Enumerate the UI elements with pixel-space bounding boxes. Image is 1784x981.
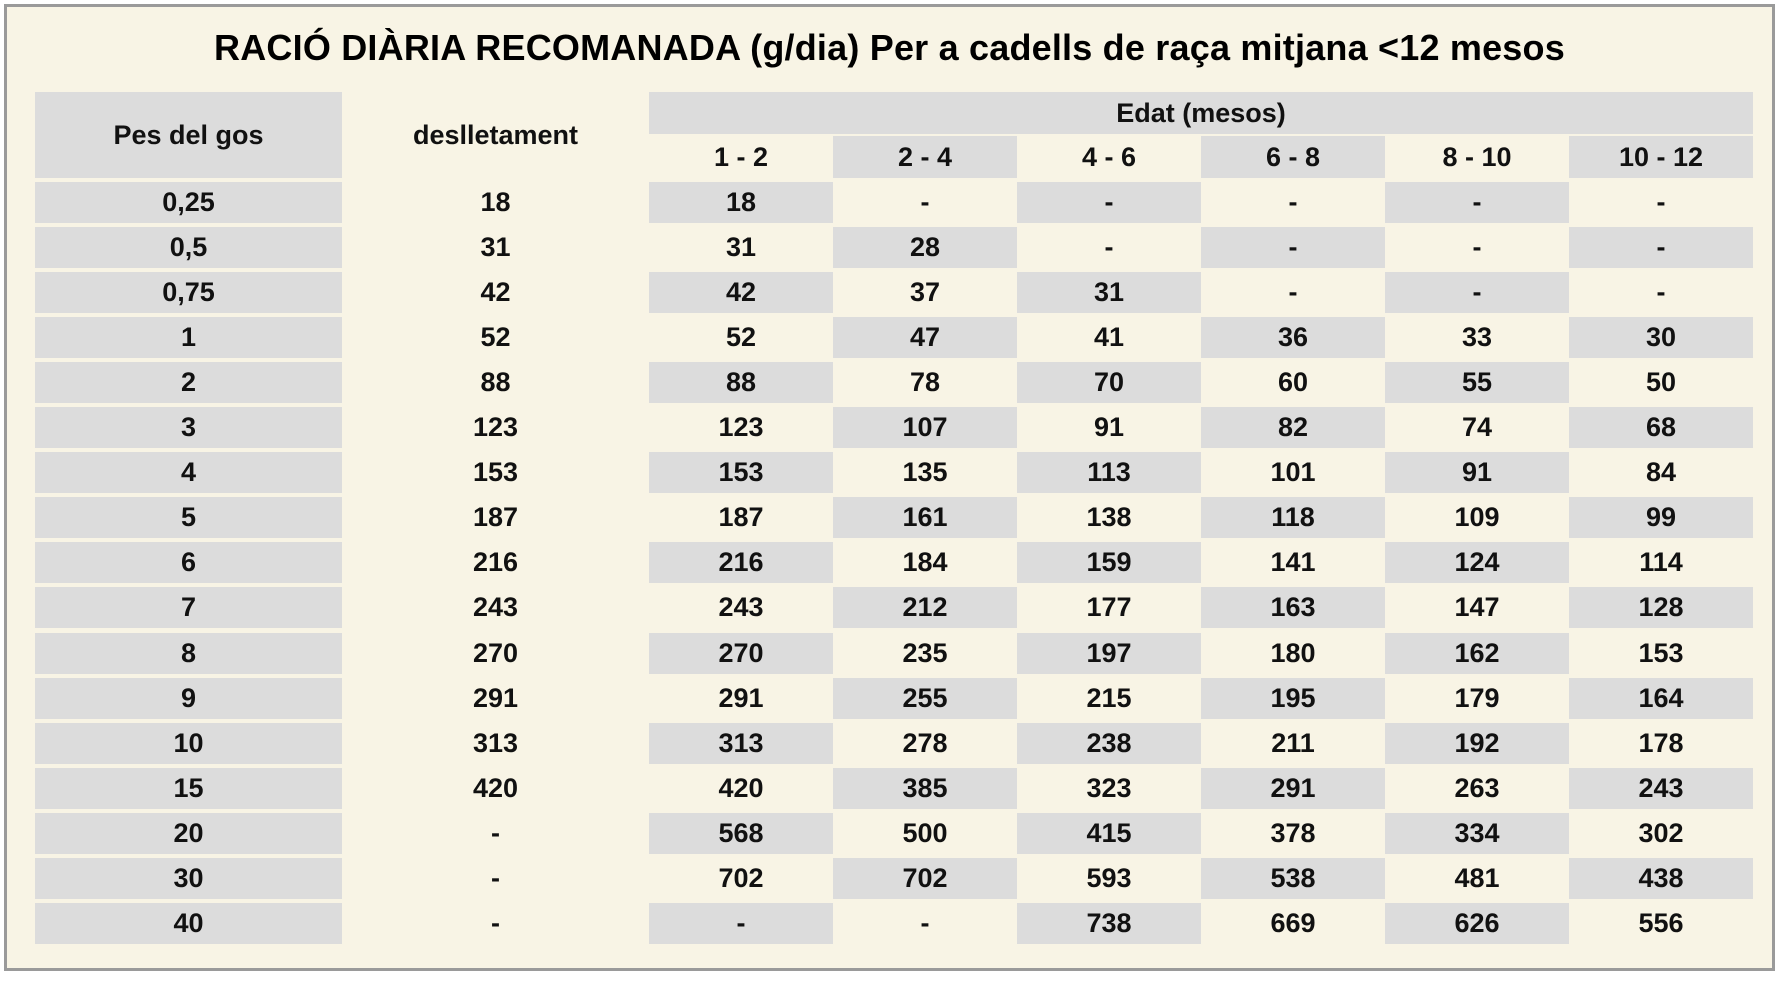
row-weight: 8 (35, 633, 342, 674)
row-age-cell: 235 (902, 638, 948, 668)
row-age-cell: 107 (833, 407, 1017, 448)
row-age-cell: - (920, 908, 930, 938)
row-age-cell: 37 (909, 277, 941, 307)
row-age-cell: 33 (1461, 322, 1493, 352)
row-age-cell: 50 (1645, 367, 1677, 397)
row-age-cell: 702 (718, 863, 764, 893)
row-weaning: 420 (472, 773, 519, 803)
row-age-cell: 593 (1086, 863, 1132, 893)
row-age-cell: - (1472, 232, 1482, 262)
row-age-cell: 135 (902, 457, 948, 487)
row-age-cell: 179 (1454, 683, 1500, 713)
row-age-cell: - (920, 187, 930, 217)
header-age-col: 6 - 8 (1201, 136, 1385, 178)
row-age-cell: 211 (1271, 728, 1315, 758)
header-age-col: 2 - 4 (833, 136, 1017, 178)
row-age-cell: 184 (902, 547, 948, 577)
row-weaning: - (491, 908, 500, 938)
row-age-cell: 334 (1385, 813, 1569, 854)
header-age-group: Edat (mesos) (649, 92, 1753, 134)
row-age-cell: 291 (718, 683, 764, 713)
row-age-cell: 164 (1569, 678, 1753, 719)
row-weight: 2 (35, 362, 342, 403)
row-age-cell: 42 (649, 272, 833, 313)
row-age-cell: 177 (1086, 592, 1132, 622)
row-age-cell: 243 (718, 592, 764, 622)
row-age-cell: 238 (1017, 723, 1201, 764)
row-weaning: - (491, 818, 500, 848)
row-age-cell: 30 (1569, 317, 1753, 358)
row-age-cell: 60 (1277, 367, 1309, 397)
header-age-col: 10 - 12 (1569, 136, 1753, 178)
row-age-cell: 153 (649, 452, 833, 493)
row-age-cell: 500 (902, 818, 948, 848)
row-age-cell: - (1656, 277, 1666, 307)
row-age-cell: 82 (1201, 407, 1385, 448)
row-age-cell: 124 (1385, 542, 1569, 583)
row-age-cell: 128 (1569, 587, 1753, 628)
row-age-cell: 118 (1201, 497, 1385, 538)
row-age-cell: 109 (1454, 502, 1500, 532)
row-weight: 0,25 (35, 182, 342, 223)
row-weight: 7 (35, 587, 342, 628)
row-weight: 5 (35, 497, 342, 538)
row-age-cell: 438 (1569, 858, 1753, 899)
row-weaning: - (491, 863, 500, 893)
row-weight: 3 (35, 407, 342, 448)
row-age-cell: - (1385, 272, 1569, 313)
row-age-cell: - (1385, 182, 1569, 223)
row-age-cell: 263 (1454, 773, 1500, 803)
row-age-cell: - (1569, 227, 1753, 268)
row-age-cell: 28 (833, 227, 1017, 268)
row-weight: 9 (35, 678, 342, 719)
row-weaning: 291 (472, 683, 519, 713)
row-age-cell: 212 (833, 587, 1017, 628)
row-age-cell: 163 (1201, 587, 1385, 628)
row-age-cell: 556 (1638, 908, 1684, 938)
row-weaning: 123 (472, 412, 519, 442)
row-age-cell: 138 (1086, 502, 1132, 532)
row-age-cell: 147 (1454, 592, 1500, 622)
row-age-cell: - (1104, 232, 1114, 262)
row-age-cell: - (1288, 277, 1298, 307)
row-age-cell: 114 (1639, 547, 1683, 577)
row-age-cell: 162 (1385, 633, 1569, 674)
row-weaning: 313 (472, 728, 519, 758)
row-age-cell: 91 (1093, 412, 1125, 442)
row-weight: 30 (35, 858, 342, 899)
row-weaning: 42 (480, 277, 511, 307)
row-weight: 1 (35, 317, 342, 358)
row-weaning: 153 (472, 457, 519, 487)
row-age-cell: - (649, 903, 833, 944)
row-age-cell: 84 (1645, 457, 1677, 487)
row-age-cell: 70 (1017, 362, 1201, 403)
row-weaning: 88 (480, 367, 511, 397)
row-age-cell: 52 (725, 322, 757, 352)
row-age-cell: 178 (1638, 728, 1684, 758)
row-age-cell: 420 (718, 773, 764, 803)
header-age-col: 1 - 2 (713, 141, 769, 172)
row-weaning: 52 (480, 322, 511, 352)
row-weight: 20 (35, 813, 342, 854)
row-age-cell: 568 (649, 813, 833, 854)
row-age-cell: - (1288, 187, 1298, 217)
row-age-cell: 302 (1638, 818, 1684, 848)
row-age-cell: 141 (1270, 547, 1316, 577)
row-weaning: 18 (480, 187, 511, 217)
row-age-cell: - (1201, 227, 1385, 268)
row-age-cell: 99 (1569, 497, 1753, 538)
row-age-cell: - (1656, 187, 1666, 217)
row-age-cell: 385 (833, 768, 1017, 809)
row-age-cell: 55 (1385, 362, 1569, 403)
row-weaning: 187 (472, 502, 519, 532)
row-weight: 6 (35, 542, 342, 583)
row-weaning: 270 (472, 638, 519, 668)
row-age-cell: 243 (1569, 768, 1753, 809)
row-age-cell: 101 (1270, 457, 1316, 487)
row-weight: 4 (35, 452, 342, 493)
row-age-cell: 291 (1201, 768, 1385, 809)
page-title: RACIÓ DIÀRIA RECOMANADA (g/dia) Per a cadells de raça mitjana <12 mesos (214, 27, 1565, 68)
row-age-cell: 159 (1017, 542, 1201, 583)
row-weaning: 216 (472, 547, 519, 577)
row-age-cell: 313 (649, 723, 833, 764)
row-age-cell: 180 (1270, 638, 1316, 668)
row-age-cell: - (1017, 182, 1201, 223)
row-age-cell: 626 (1385, 903, 1569, 944)
row-age-cell: 91 (1385, 452, 1569, 493)
row-age-cell: 538 (1201, 858, 1385, 899)
row-age-cell: 323 (1086, 773, 1132, 803)
row-age-cell: 18 (649, 182, 833, 223)
row-age-cell: 36 (1201, 317, 1385, 358)
row-age-cell: 197 (1017, 633, 1201, 674)
row-age-cell: 113 (1017, 452, 1201, 493)
row-age-cell: 31 (1017, 272, 1201, 313)
header-age-col: 4 - 6 (1081, 141, 1137, 172)
row-age-cell: 278 (902, 728, 948, 758)
row-weight: 15 (35, 768, 342, 809)
header-age-col: 8 - 10 (1442, 141, 1512, 172)
row-age-cell: 31 (725, 232, 757, 262)
row-age-cell: 74 (1461, 412, 1493, 442)
row-age-cell: 78 (909, 367, 941, 397)
row-age-cell: 415 (1017, 813, 1201, 854)
row-age-cell: 378 (1270, 818, 1316, 848)
row-age-cell: 702 (833, 858, 1017, 899)
ration-panel (4, 4, 1775, 971)
row-weaning: 243 (472, 592, 519, 622)
row-age-cell: 68 (1569, 407, 1753, 448)
row-age-cell: 41 (1093, 322, 1125, 352)
row-weight: 40 (35, 903, 342, 944)
row-age-cell: 270 (649, 633, 833, 674)
row-age-cell: 738 (1017, 903, 1201, 944)
row-age-cell: 192 (1385, 723, 1569, 764)
row-weight: 10 (35, 723, 342, 764)
row-age-cell: 215 (1086, 683, 1132, 713)
row-age-cell: 255 (833, 678, 1017, 719)
row-weight: 0,5 (35, 227, 342, 268)
row-weaning: 31 (480, 232, 511, 262)
header-weaning: deslletament (412, 119, 579, 150)
row-age-cell: 187 (718, 502, 764, 532)
row-age-cell: 669 (1270, 908, 1316, 938)
row-weight: 0,75 (35, 272, 342, 313)
row-age-cell: 195 (1201, 678, 1385, 719)
row-age-cell: 161 (833, 497, 1017, 538)
header-weight: Pes del gos (35, 92, 342, 178)
row-age-cell: 47 (833, 317, 1017, 358)
row-age-cell: 481 (1454, 863, 1500, 893)
row-age-cell: 88 (649, 362, 833, 403)
row-age-cell: 123 (718, 412, 764, 442)
row-age-cell: 153 (1638, 638, 1684, 668)
row-age-cell: 216 (649, 542, 833, 583)
